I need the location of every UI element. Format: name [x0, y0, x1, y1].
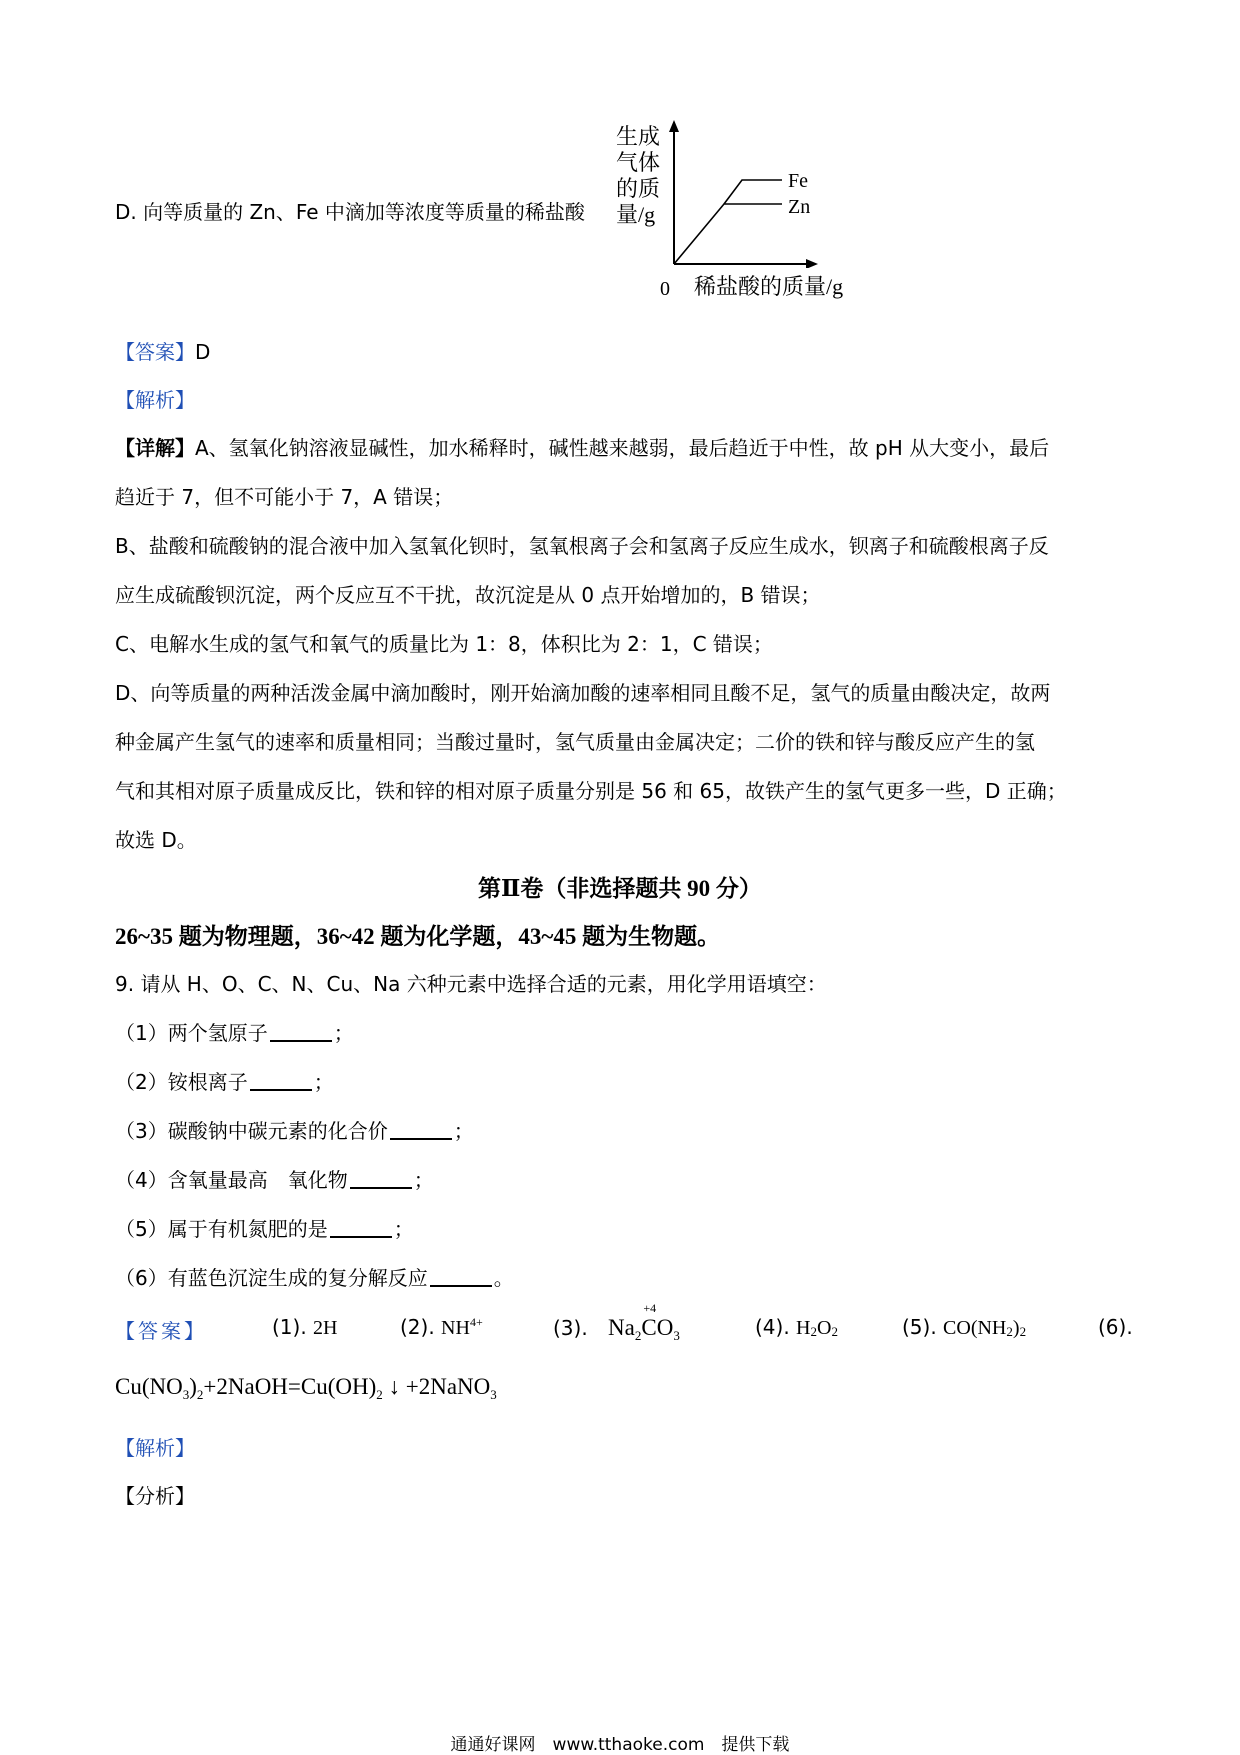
q9-item-2: （2）铵根离子 ；: [115, 1070, 334, 1094]
graph-y-arrow: [669, 120, 679, 132]
q9-item-5: （5）属于有机氮肥的是 ；: [115, 1217, 414, 1241]
graph-x-label: 稀盐酸的质量/g: [694, 274, 844, 299]
graph-plot: [610, 118, 880, 268]
answer-blank: [250, 1089, 312, 1091]
answer-blank: [350, 1187, 412, 1189]
detail-line-4: 应生成硫酸钡沉淀，两个反应互不干扰，故沉淀是从 0 点开始增加的，B 错误；: [115, 583, 821, 607]
fenxi-tag: 【分析】: [115, 1484, 195, 1508]
answer-9-6-num: (6).: [1098, 1315, 1133, 1339]
option-d-graph: [610, 118, 880, 308]
graph-x-arrow: [806, 259, 818, 268]
answer-9-4: (4). H2O2: [755, 1315, 838, 1339]
detail-line-9: 故选 D。: [115, 828, 197, 852]
q9-item-3: （3）碳酸钠中碳元素的化合价 ；: [115, 1119, 474, 1143]
detail-line-7: 种金属产生氢气的速率和质量相同；当酸过量时，氢气质量由金属决定；二价的铁和锌与酸反应产生的氢: [115, 730, 1035, 754]
valence-mark: +4: [643, 1301, 657, 1315]
answer-blank: [430, 1285, 492, 1287]
page-footer: 通通好课网 www.tthaoke.com 提供下载: [450, 1735, 790, 1755]
graph-line-zn: [674, 204, 782, 264]
detail-line-6: D、向等质量的两种活泼金属中滴加酸时，刚开始滴加酸的速率相同且酸不足，氢气的质量由酸决定，故两: [115, 681, 1051, 705]
q9-item-4: （4）含氧量最高 氧化物 ；: [115, 1168, 434, 1192]
answer-blank: [330, 1236, 392, 1238]
graph-series-zn: Zn: [788, 196, 811, 218]
section-note: 26~35 题为物理题，36~42 题为化学题，43~45 题为生物题。: [115, 924, 721, 949]
q9-item-1: （1）两个氢原子 ；: [115, 1021, 354, 1045]
answer-9-3: (3). $Na_2$ +4 $CO_3$: [553, 1301, 680, 1343]
graph-line-fe: [724, 180, 782, 204]
answer-9-tag: 【答案】: [115, 1319, 207, 1343]
detail-line-2: 趋近于 7，但不可能小于 7，A 错误；: [115, 485, 454, 509]
answer-9-2: (2). $NH^{4+}$: [400, 1315, 483, 1339]
analysis-tag-1: 【解析】: [115, 388, 195, 412]
graph-y-label-1: 生成: [616, 124, 661, 149]
q9-item-6: （6）有蓝色沉淀生成的复分解反应 。: [115, 1266, 514, 1290]
answer-9-1: (1). 2H: [272, 1315, 338, 1339]
answer-9-6-equation: $Cu(NO_3)_2+2NaOH=Cu(OH)_2$ ↓ +2NaNO$_3$: [115, 1374, 497, 1402]
detail-line-1: [115, 432, 1049, 461]
graph-series-fe: Fe: [788, 170, 808, 192]
answer-blank: [270, 1040, 332, 1042]
graph-y-label-2: 气体: [616, 150, 661, 175]
section-title: 第Ⅱ卷（非选择题共 90 分）: [478, 876, 762, 901]
question-9-stem: 9. 请从 H、O、C、N、Cu、Na 六种元素中选择合适的元素，用化学用语填空：: [115, 972, 827, 996]
answer-blank: [390, 1138, 452, 1140]
analysis-tag-2: 【解析】: [115, 1436, 195, 1460]
answer-9-5: (5). CO(NH2)2: [902, 1315, 1027, 1339]
answer-tag: 【答案】: [115, 340, 195, 364]
detail-text-1: A、氢氧化钠溶液显碱性，加水稀释时，碱性越来越弱，最后趋近于中性，故 pH 从大变小，最后: [195, 436, 1050, 460]
graph-origin: 0: [660, 278, 670, 300]
graph-y-label-3: 的质: [616, 176, 661, 201]
option-d-text: D. 向等质量的 Zn、Fe 中滴加等浓度等质量的稀盐酸: [115, 200, 585, 224]
graph-y-label-4: 量/g: [616, 202, 656, 227]
detail-line-8: 气和其相对原子质量成反比，铁和锌的相对原子质量分别是 56 和 65，故铁产生的氢气更多一些，D 正确；: [115, 779, 1067, 803]
answer-1: [115, 336, 210, 365]
detail-line-5: C、电解水生成的氢气和氧气的质量比为 1：8，体积比为 2：1，C 错误；: [115, 632, 773, 656]
answer-value: D: [195, 340, 211, 364]
detail-line-3: B、盐酸和硫酸钠的混合液中加入氢氧化钡时，氢氧根离子会和氢离子反应生成水，钡离子和硫酸根离子反: [115, 534, 1049, 558]
detail-tag: 【详解】: [115, 436, 195, 460]
